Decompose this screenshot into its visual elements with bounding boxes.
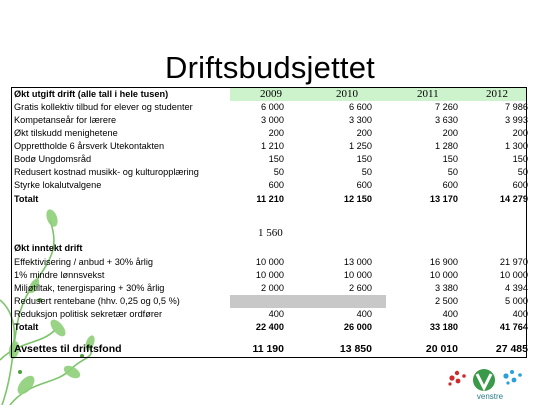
income-header-row xyxy=(12,242,526,255)
cell-2011: 16 900 xyxy=(429,257,458,267)
cell-2009: 11 190 xyxy=(252,343,284,355)
cell-2012: 1 300 xyxy=(505,141,528,151)
row-label: Effektivisering / anbud + 30% årlig xyxy=(14,257,154,267)
cell-2010: 26 000 xyxy=(343,322,372,332)
table-row xyxy=(12,282,526,295)
cell-2011: 1 280 xyxy=(435,141,458,151)
logo-text: venstre xyxy=(476,392,504,401)
cell-2010: 600 xyxy=(356,180,372,190)
cell-2012: 5 000 xyxy=(505,296,528,306)
cell-2010: 200 xyxy=(356,128,372,138)
cell-2011: 3 630 xyxy=(435,115,458,125)
cell-2012: 21 970 xyxy=(499,257,528,267)
cell-2009: 1 210 xyxy=(261,141,284,151)
table-row xyxy=(12,127,526,140)
cell-2010: 150 xyxy=(356,154,372,164)
cell-2011: 150 xyxy=(442,154,458,164)
income-total-row xyxy=(12,321,526,334)
cell-2012: 200 xyxy=(512,128,528,138)
row-label: Totalt xyxy=(14,194,39,204)
row-label: Opprettholde 6 årsverk Utekontakten xyxy=(14,141,165,151)
cell-2011: 10 000 xyxy=(429,270,458,280)
cell-2010: 400 xyxy=(356,309,372,319)
row-label: 1% mindre lønnsvekst xyxy=(14,270,105,280)
year-2011: 2011 xyxy=(417,88,439,100)
year-2012: 2012 xyxy=(486,88,508,100)
budget-table xyxy=(11,87,527,358)
page-title: Driftsbudsjettet xyxy=(165,50,375,85)
cell-2011: 3 380 xyxy=(435,283,458,293)
cell-2009: 150 xyxy=(268,154,284,164)
cell-2010: 6 600 xyxy=(349,102,372,112)
cell-2010: 3 300 xyxy=(349,115,372,125)
cell-2011: 20 010 xyxy=(425,343,458,355)
cell-2009: 3 000 xyxy=(261,115,284,125)
mid-note: 1 560 xyxy=(258,227,283,239)
table-row xyxy=(12,295,526,308)
year-2009: 2009 xyxy=(260,88,282,100)
fund-row xyxy=(12,342,526,357)
cell-2011: 2 500 xyxy=(435,296,458,306)
row-label: Styrke lokalutvalgene xyxy=(14,180,102,190)
cell-2010: 50 xyxy=(361,167,372,177)
cell-2010: 10 000 xyxy=(343,270,372,280)
cell-2009: 6 000 xyxy=(261,102,284,112)
row-label: Miljøtiltak, tenergisparing + 30% årlig xyxy=(14,283,165,293)
cell-2011: 400 xyxy=(442,309,458,319)
cell-2012: 50 xyxy=(517,167,528,177)
cell-2010: 13 850 xyxy=(339,343,372,355)
row-label: Redusert rentebane (hhv. 0,25 og 0,5 %) xyxy=(14,296,180,306)
table-row xyxy=(12,166,526,179)
cell-2009: 600 xyxy=(268,180,284,190)
expenses-total-row xyxy=(12,193,526,206)
cell-2010: 12 150 xyxy=(343,194,372,204)
row-label: Totalt xyxy=(14,322,39,332)
income-header: Økt inntekt drift xyxy=(14,243,83,253)
cell-2009: 22 400 xyxy=(255,322,284,332)
row-label: Økt tilskudd menighetene xyxy=(14,128,118,138)
cell-2012: 41 764 xyxy=(499,322,528,332)
cell-2011: 200 xyxy=(442,128,458,138)
row-label: Gratis kollektiv tilbud for elever og studenter xyxy=(14,102,193,112)
cell-2012: 150 xyxy=(512,154,528,164)
row-label: Redusert kostnad musikk- og kulturopplæring xyxy=(14,167,199,177)
cell-2012: 10 000 xyxy=(499,270,528,280)
table-row xyxy=(12,140,526,153)
cell-2009: 10 000 xyxy=(255,270,284,280)
cell-2012: 3 993 xyxy=(505,115,528,125)
table-header-row xyxy=(12,88,526,101)
cell-2012: 27 485 xyxy=(495,343,528,355)
table-row xyxy=(12,308,526,321)
greyed-cells xyxy=(230,295,386,308)
cell-2012: 400 xyxy=(512,309,528,319)
row-label: Avsettes til driftsfond xyxy=(14,343,122,355)
row-label: Reduksjon politisk sekretær ordfører xyxy=(14,309,163,319)
cell-2012: 7 986 xyxy=(505,102,528,112)
table-row xyxy=(12,256,526,269)
table-row xyxy=(12,269,526,282)
cell-2010: 2 600 xyxy=(349,283,372,293)
cell-2009: 200 xyxy=(268,128,284,138)
cell-2010: 1 250 xyxy=(349,141,372,151)
cell-2012: 600 xyxy=(512,180,528,190)
table-row xyxy=(12,153,526,166)
cell-2009: 400 xyxy=(268,309,284,319)
cell-2011: 600 xyxy=(442,180,458,190)
table-row xyxy=(12,101,526,114)
cell-2011: 33 180 xyxy=(429,322,458,332)
cell-2011: 13 170 xyxy=(429,194,458,204)
cell-2009: 2 000 xyxy=(261,283,284,293)
row-label: Kompetanseår for lærere xyxy=(14,115,117,125)
cell-2012: 4 394 xyxy=(505,283,528,293)
cell-2009: 50 xyxy=(273,167,284,177)
cell-2011: 7 260 xyxy=(435,102,458,112)
expenses-header: Økt utgift drift (alle tall i hele tusen) xyxy=(14,89,169,99)
cell-2009: 11 210 xyxy=(256,194,284,204)
cell-2011: 50 xyxy=(447,167,458,177)
row-label: Bodø Ungdomsråd xyxy=(14,154,92,164)
year-2010: 2010 xyxy=(336,88,358,100)
cell-2010: 13 000 xyxy=(343,257,372,267)
table-row xyxy=(12,114,526,127)
table-row xyxy=(12,179,526,192)
cell-2012: 14 279 xyxy=(499,194,528,204)
cell-2009: 10 000 xyxy=(255,257,284,267)
